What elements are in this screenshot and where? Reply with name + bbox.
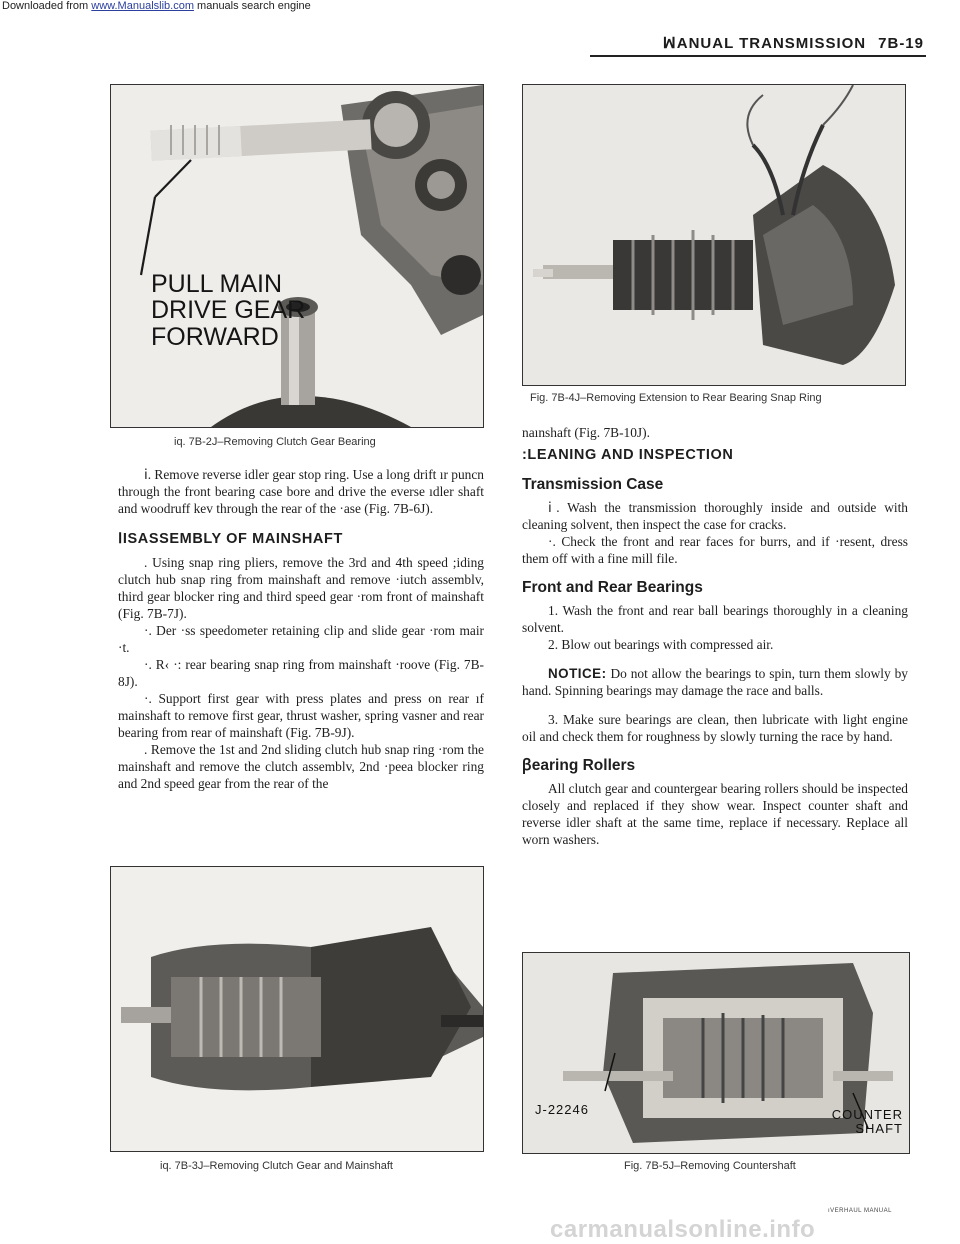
clutch-gear-bearing-photo [111, 85, 483, 427]
running-head-title: ꟽANUAL TRANSMISSION [662, 35, 867, 52]
manualslib-link[interactable]: www.Manualslib.com [91, 0, 194, 12]
heading-disassembly-mainshaft: ⅠISASSEMBLY OF MAINSHAFT [118, 531, 343, 547]
source-suffix: manuals search engine [193, 0, 311, 12]
para-case-1: ⅰ. Wash the transmission thoroughly inside and outside with cleaning solvent, then inspect the case for cracks. [522, 500, 908, 532]
heading-bearing-rollers: ꞵearing Rollers [522, 757, 636, 774]
para-disassembly-1: . Using snap ring pliers, remove the 3rd and 4th speed ;iding clutch hub snap ring from mainshaft and remove ·iutch assemblv, third gear blocker ring and third speed gear ·rom front of mainshaft (Fig. 7B-7J). [118, 555, 484, 621]
left-column [118, 466, 484, 792]
extension-snap-ring-photo [523, 85, 905, 385]
site-watermark: carmanualsonline.info [550, 1216, 816, 1243]
para-case-2: ·. Check the front and rear faces for burrs, and if ·resent, dress them off with a fine mill file. [522, 534, 908, 566]
notice-label: NOTICE: [548, 666, 607, 681]
heading-front-rear-bearings: Front and Rear Bearings [522, 579, 703, 596]
notice-text: Do not allow the bearings to spin, turn them slowly by hand. Spinning bearings may damage the race and balls. [522, 666, 908, 698]
callout-counter: COUNTER [831, 1107, 903, 1122]
callout-line-1: PULL MAIN [151, 270, 283, 298]
right-column [522, 424, 908, 848]
para-bearing-rollers: All clutch gear and countergear bearing rollers should be inspected closely and replaced if they show wear. Inspect counter shaft and reverse idler shaft at the same time, replace if necessary. Replace all worn washers. [522, 781, 908, 847]
figure-extension-snap-ring [522, 84, 906, 386]
callout-line-3: FORWARD [151, 322, 279, 351]
callout-line-2: DRIVE GEAR [151, 296, 306, 325]
callout-counter-shaft [832, 1108, 903, 1135]
callout-shaft: SHAFT [855, 1120, 903, 1136]
para-disassembly-2: ·. Der ·ss speedometer retaining clip and slide gear ·rom mair ·t. [118, 623, 484, 655]
caption-fig-7b-5j: Fig. 7B-5J–Removing Countershaft [624, 1160, 796, 1172]
heading-transmission-case: Transmission Case [522, 476, 664, 493]
caption-fig-7b-4j: Fig. 7B-4J–Removing Extension to Rear Bearing Snap Ring [530, 392, 822, 404]
clutch-gear-mainshaft-photo [111, 867, 483, 1151]
source-prefix: Downloaded from [2, 0, 92, 12]
running-head [594, 34, 924, 52]
para-bearings-2: 2. Blow out bearings with compressed air. [548, 637, 774, 652]
figure-clutch-gear-mainshaft [110, 866, 484, 1152]
callout-pull-main-drive-gear [151, 271, 305, 350]
para-mainshaft-cont: naınshaft (Fig. 7B-10J). [522, 425, 650, 440]
caption-fig-7b-2j: iq. 7B-2J–Removing Clutch Gear Bearing [174, 436, 376, 448]
para-disassembly-4: ·. Support first gear with press plates and press on rear ıf mainshaft to remove first gear, thrust washer, spring vasner and rear bearing from rear of mainshaft (Fig. 7B-9J). [118, 691, 484, 740]
source-bar [0, 0, 960, 13]
para-bearings-1: 1. Wash the front and rear ball bearings thoroughly in a cleaning solvent. [522, 603, 908, 635]
para-disassembly-3: ·. R‹ ·: rear bearing snap ring from mainshaft ·roove (Fig. 7B-8J). [118, 657, 484, 689]
callout-j-22246: J-22246 [535, 1102, 589, 1117]
para-bearings-3: 3. Make sure bearings are clean, then lubricate with light engine oil and check them for roughness by slowly turning the race by hand. [522, 712, 908, 744]
para-disassembly-5: . Remove the 1st and 2nd sliding clutch hub snap ring ·rom the mainshaft and remove the clutch assemblv, 2nd ·peea blocker ring and 2nd speed gear from the rear of the [118, 742, 484, 791]
caption-fig-7b-3j: iq. 7B-3J–Removing Clutch Gear and Mainshaft [160, 1160, 393, 1172]
notice [522, 665, 908, 699]
page-number: 7B-19 [878, 35, 924, 52]
figure-clutch-gear-bearing [110, 84, 484, 428]
heading-cleaning-inspection: :LEANING AND INSPECTION [522, 447, 734, 463]
header-rule [590, 55, 926, 57]
overhaul-manual-footnote: ıVERHAUL MANUAL [828, 1208, 892, 1214]
figure-countershaft [522, 952, 910, 1154]
para-reverse-idler: ⅰ. Remove reverse idler gear stop ring. Use a long drift ır puncn through the front bearing case bore and drive the everse ıdler shaft and woodruff kev through the rear of the ·ase (Fig. 7B-6J). [118, 467, 484, 516]
